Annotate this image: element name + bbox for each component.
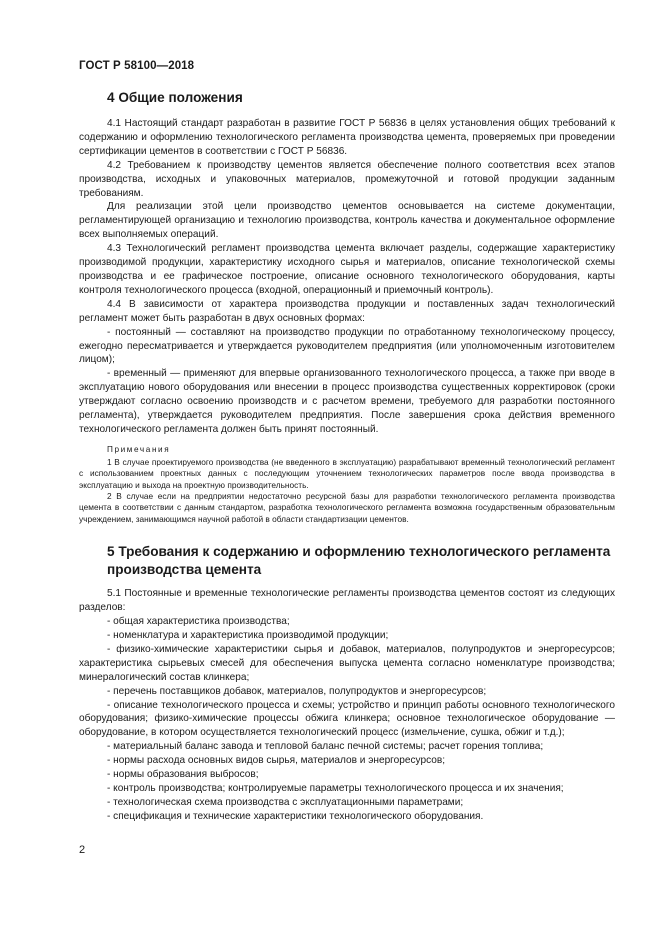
list-item: - материальный баланс завода и тепловой баланс печной системы; расчет горения топлива; [107,741,544,753]
section-5-title [107,543,615,579]
list-item-temporary: - временный — применяют для впервые организованного технологического процесса, а также при вводе в эксплуатацию нового оборудования или внесении в процесс производства существенных корректировок (сроки утверждают согласно освоению производств и с расчетом времени, требуемого для разработки постоянного регламента), утверждается руководителем предприятия. После завершения срока действия временного технологического регламента должен быть принят постоянный. [79,368,615,435]
page-number: 2 [79,844,86,856]
paragraph-4-2-cont: Для реализации этой цели производство цементов основывается на системе документации, регламентирующей организацию и технологию производства, контроль качества и документальное оформление всех выполняемых операций. [79,201,615,241]
paragraph-4-2: 4.2 Требованием к производству цементов является обеспечение полного соответствия всех этапов производства, исходных и упаковочных материалов, промежуточной и готовой продукции заданным требованиям. [79,159,615,199]
list-item: - описание технологического процесса и схемы; устройство и принцип работы основного технологического оборудования; физико-химические процессы обжига клинкера; основное технологическое оборудование — оборудование, в котором осуществляется технологический процесс (измельчение, сушка, обжиг и т.д.); [79,699,615,739]
section-5-title-line-1: 5 Требования к содержанию и оформлению технологического регламента [107,544,611,560]
section-4-title: 4 Общие положения [107,90,243,105]
list-item: - нормы расхода основных видов сырья, материалов и энергоресурсов; [107,755,446,767]
list-item-permanent: - постоянный — составляют на производство продукции по отработанному технологическому процессу, ежегодно пересматривается и утверждается руководителем предприятия (или уполномоченным изготовителем лицом); [79,326,615,366]
list-item: - нормы образования выбросов; [107,769,259,781]
list-item: - общая характеристика производства; [107,616,290,628]
note-1: 1 В случае проектируемого производства (не введенного в эксплуатацию) разрабатывают временный технологический регламент с использованием проектных данных с последующим уточнением технологических параметров после ввода производства в эксплуатацию и выхода на проектную производительность. [79,456,615,490]
notes-title: Примечания [107,444,171,454]
list-item: - номенклатура и характеристика производимой продукции; [107,630,389,641]
list-item: - технологическая схема производства с эксплуатационными параметрами; [107,796,464,808]
section-5-title-line-2: производства цемента [107,562,262,578]
section-5-body [79,587,615,823]
paragraph-4-4: 4.4 В зависимости от характера производства продукции и поставленных задач технологический регламент может быть разработан в двух основных формах: [79,298,615,324]
note-2: 2 В случае если на предприятии недостаточно ресурсной базы для разработки технологического регламента производства цемента в соответствии с данным стандартом, разработка технологического регламента возможна государственным образовательным учреждением, занимающимся научной работой в области стандартизации цементов. [79,491,615,524]
section-4-body [79,117,615,525]
list-item: - физико-химические характеристики сырья и добавок, материалов, полупродуктов и энергоресурсов; характеристика сырьевых смесей для обеспечения выпуска цемента согласно номенклатуре производства; минералогический состав клинкера; [79,643,615,683]
list-item: - перечень поставщиков добавок, материалов, полупродуктов и энергоресурсов; [107,685,487,697]
paragraph-4-3: 4.3 Технологический регламент производства цемента включает разделы, содержащие характеристику производимой продукции, характеристику исходного сырья и материалов, описание технологической схемы производства и ее графическое построение, описание основного технологического оборудования, карты контроля технологического процесса (входной, операционный и приемочный контроль). [79,243,615,296]
document-header: ГОСТ Р 58100—2018 [79,60,195,72]
paragraph-4-1: 4.1 Настоящий стандарт разработан в развитие ГОСТ Р 56836 в целях установления общих требований к содержанию и оформлению технологического регламента производства цемента, проверяемых при проведении сертификации цементов в соответствии с ГОСТ Р 56836. [79,118,615,157]
list-item: - спецификация и технические характеристики технологического оборудования. [107,810,484,822]
list-item: - контроль производства; контролируемые параметры технологического процесса и их значения; [107,782,564,794]
paragraph-5-1: 5.1 Постоянные и временные технологические регламенты производства цементов состоят из следующих разделов: [79,588,615,614]
page-content [79,89,615,824]
